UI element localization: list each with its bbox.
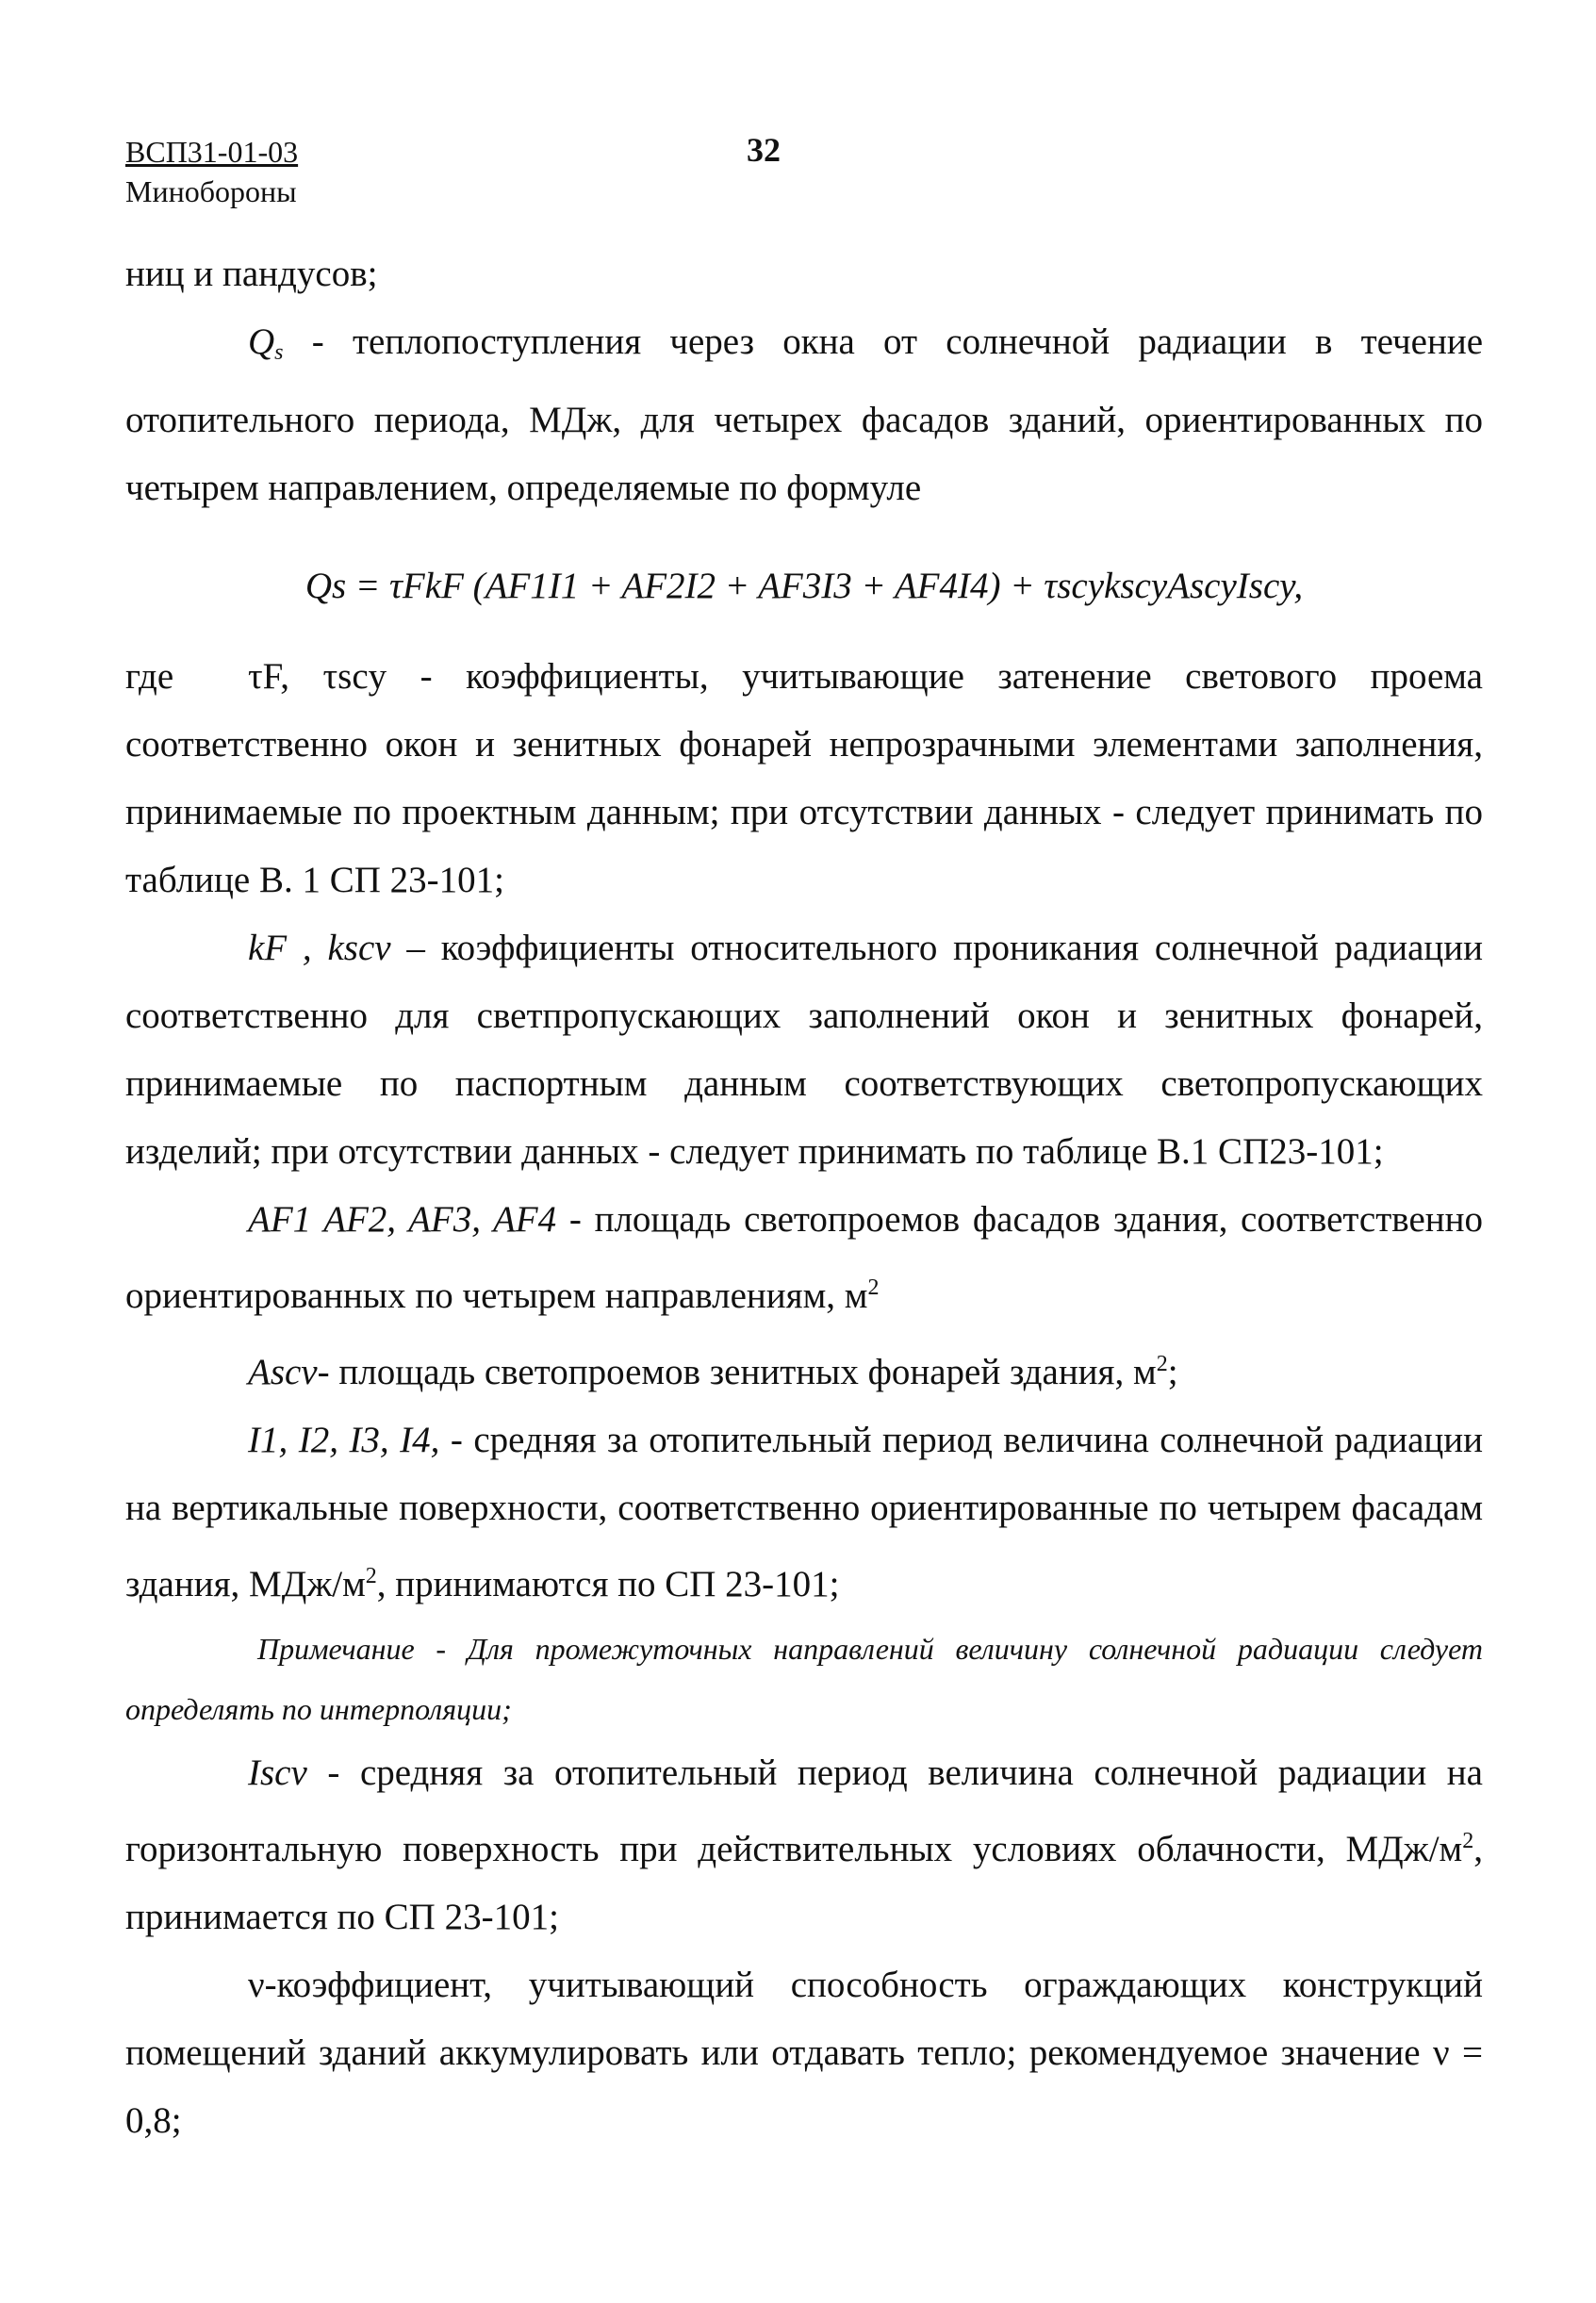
iscv-unit-superscript: 2 — [1462, 1829, 1474, 1853]
doc-code: ВСП31-01-03 — [125, 135, 299, 169]
ascv-end: ; — [1167, 1352, 1178, 1392]
qs-symbol: $Q_s$ — [248, 321, 284, 365]
page-number: 32 — [747, 131, 781, 169]
tau-definition: - коэффициенты, учитывающие затенение светового проема соответственно окон и зенитных фонарей непрозрачными элементами заполнения, принимаемые по проектным данным; при отсутствии данных - следует принимать по таблице В. 1 СП 23-101; — [125, 656, 1483, 900]
running-header — [125, 132, 298, 211]
paragraph-k — [125, 914, 1483, 1186]
i-definition: - средняя за отопительный период величина солнечной радиации на вертикальные поверхности, соответственно ориентированные по четырем фасадам здания, МДж/м — [125, 1420, 1484, 1604]
paragraph-af — [125, 1186, 1483, 1330]
ascv-definition: - площадь светопроемов зенитных фонарей здания, м — [317, 1352, 1157, 1392]
paragraph-tau — [125, 643, 1483, 914]
i-unit-superscript: 2 — [365, 1564, 377, 1588]
qs-definition: - теплопоступления через окна от солнечной радиации в течение отопительного периода, МДж, для четырех фасадов зданий, ориентированных по четырем направлением, определяемые по формуле — [125, 321, 1483, 508]
k-definition: – коэффициенты относительного проникания солнечной радиации соответственно для светпропускающих заполнений окон и зенитных фонарей, принимаемые по паспортным данным соответствующих светопропускающих изделий; при отсутствии данных - следует принимать по таблице В.1 СП23-101; — [125, 928, 1483, 1172]
af-definition: - площадь светопроемов фасадов здания, соответственно ориентированных по четырем направлениям, м — [125, 1199, 1484, 1316]
ascv-symbol: Ascv — [248, 1352, 318, 1392]
iscv-symbol: Iscv — [248, 1752, 307, 1793]
document-body — [125, 240, 1483, 2155]
paragraph-iscv — [125, 1739, 1483, 1951]
paragraph-ascv — [125, 1330, 1483, 1406]
paragraph-i — [125, 1406, 1483, 1619]
iscv-definition: - средняя за отопительный период величина солнечной радиации на горизонтальную поверхность при действительных условиях облачности, МДж/м — [125, 1752, 1483, 1869]
ascv-unit-superscript: 2 — [1156, 1352, 1168, 1376]
where-word: где — [125, 656, 174, 697]
ministry-name: Минобороны — [125, 174, 297, 208]
formula: Qs = τFkF (AF1I1 + AF2I2 + AF3I3 + AF4I4) + τscykscyAscyIscy, — [304, 566, 1304, 606]
k-symbols: kF , kscv — [248, 928, 391, 968]
paragraph-qs — [125, 308, 1483, 522]
af-unit-superscript: 2 — [867, 1275, 880, 1300]
af-symbols: AF1 AF2, AF3, AF4 — [248, 1199, 557, 1240]
iscv-end: , принимается по СП 23-101; — [125, 1829, 1483, 1937]
note: Примечание - Для промежуточных направлений величину солнечной радиации следует определять по интерполяции; — [125, 1632, 1483, 1726]
continuation-line: ниц и пандусов; — [125, 254, 378, 294]
paragraph-nu: ν-коэффициент, учитывающий способность ограждающих конструкций помещений зданий аккумулировать или отдавать тепло; рекомендуемое значение ν = 0,8; — [125, 1965, 1483, 2141]
i-end: , принимаются по СП 23-101; — [376, 1564, 840, 1604]
tau-symbols: τF, τscy — [248, 656, 387, 697]
i-symbols: I1, I2, I3, I4, — [248, 1420, 440, 1460]
